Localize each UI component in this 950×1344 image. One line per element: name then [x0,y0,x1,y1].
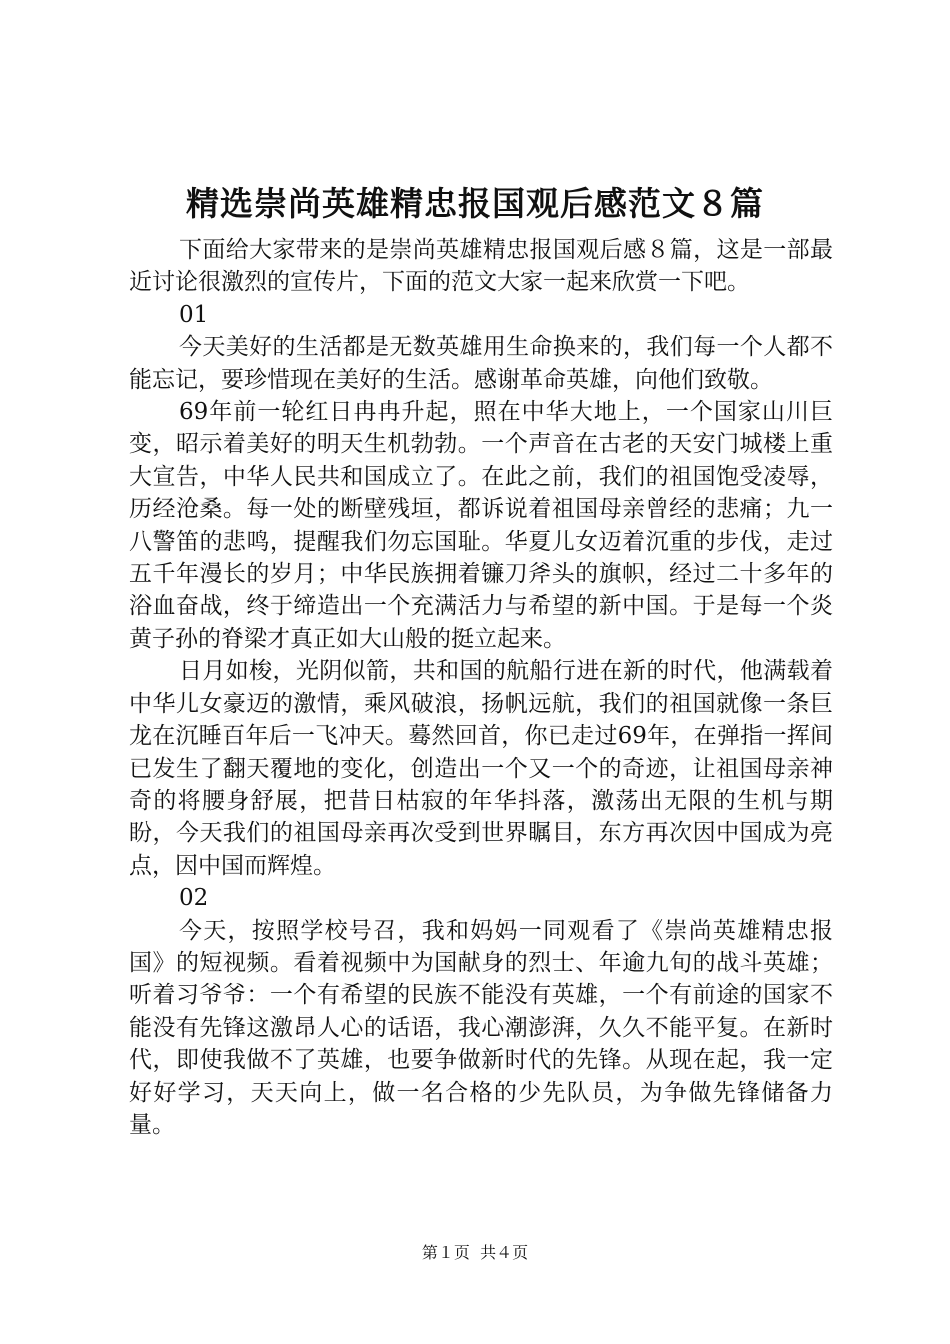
body-paragraph: 69年前一轮红日冉冉升起，照在中华大地上，一个国家山川巨变，昭示着美好的明天生机勃勃。一个声音在古老的天安门城楼上重大宣告，中华人民共和国成立了。在此之前，我们的祖国饱受凌辱，历经沧桑。每一处的断壁残垣，都诉说着祖国母亲曾经的悲痛；九一八警笛的悲鸣，提醒我们勿忘国耻。华夏儿女迈着沉重的步伐，走过五千年漫长的岁月；中华民族拥着镰刀斧头的旗帜，经过二十多年的浴血奋战，终于缔造出一个充满活力与希望的新中国。于是每一个炎黄子孙的脊梁才真正如大山般的挺立起来。 [129,399,833,652]
intro-paragraph: 下面给大家带来的是崇尚英雄精忠报国观后感８篇，这是一部最近讨论很激烈的宣传片，下面的范文大家一起来欣赏一下吧。 [129,237,833,296]
page-footer [0,1242,950,1264]
body-paragraph: 今天，按照学校号召，我和妈妈一同观看了《崇尚英雄精忠报国》的短视频。看着视频中为国献身的烈士、年逾九旬的战斗英雄；听着习爷爷：一个有希望的民族不能没有英雄，一个有前途的国家不能没有先锋这激昂人心的话语，我心潮澎湃，久久不能平复。在新时代，即使我做不了英雄，也要争做新时代的先锋。从现在起，我一定好好学习，天天向上，做一名合格的少先队员，为争做先锋储备力量。 [129,917,833,1138]
document-body [129,234,833,1141]
section-number: 01 [179,301,209,328]
body-paragraph: 今天美好的生活都是无数英雄用生命换来的，我们每一个人都不能忘记，要珍惜现在美好的生活。感谢革命英雄，向他们致敬。 [129,334,833,393]
page-total: 共４页 [480,1243,529,1262]
footer-separator [470,1243,480,1262]
section-number: 02 [179,885,209,912]
document-title: 精选崇尚英雄精忠报国观后感范文８篇 [186,184,764,223]
body-paragraph: 日月如梭，光阴似箭，共和国的航船行进在新的时代，他满载着中华儿女豪迈的激情，乘风破浪，扬帆远航，我们的祖国就像一条巨龙在沉睡百年后一飞冲天。蓦然回首，你已走过69年，在弹指一挥间已发生了翻天覆地的变化，创造出一个又一个的奇迹，让祖国母亲神奇的将腰身舒展，把昔日枯寂的年华抖落，激荡出无限的生机与期盼，今天我们的祖国母亲再次受到世界瞩目，东方再次因中国成为亮点，因中国而辉煌。 [129,658,833,879]
page-number: 第１页 [421,1243,470,1262]
